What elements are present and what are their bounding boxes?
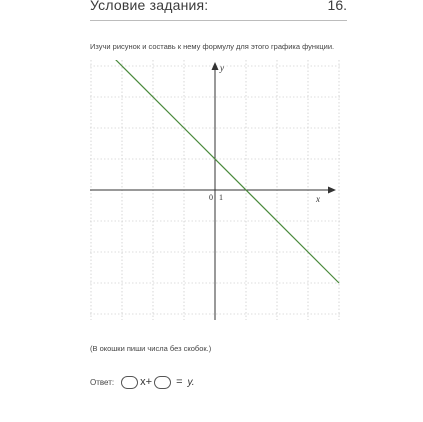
- unit-label: 1: [219, 193, 223, 202]
- x-axis-arrow: [328, 187, 336, 194]
- task-instruction: Изучи рисунок и составь к нему формулу для этого графика функции.: [90, 42, 335, 51]
- x-axis-label: x: [316, 194, 320, 204]
- answer-label: Ответ:: [90, 377, 115, 387]
- origin-label: 0: [209, 193, 213, 202]
- y-axis-label: y: [220, 63, 224, 73]
- x-plus-operator: x+: [140, 376, 153, 388]
- answer-input-coefficient[interactable]: [121, 376, 138, 389]
- function-graph: [90, 60, 340, 320]
- y-variable: y.: [187, 376, 195, 388]
- answer-row: [90, 372, 195, 392]
- equals-sign: =: [176, 376, 183, 388]
- task-number: 16.: [327, 0, 347, 13]
- answer-input-constant[interactable]: [154, 376, 171, 389]
- graph-axes: [90, 62, 336, 320]
- task-title: Условие задания:: [90, 0, 209, 13]
- task-header: [90, 0, 347, 21]
- answer-hint: (В окошки пиши числа без скобок.): [90, 344, 212, 353]
